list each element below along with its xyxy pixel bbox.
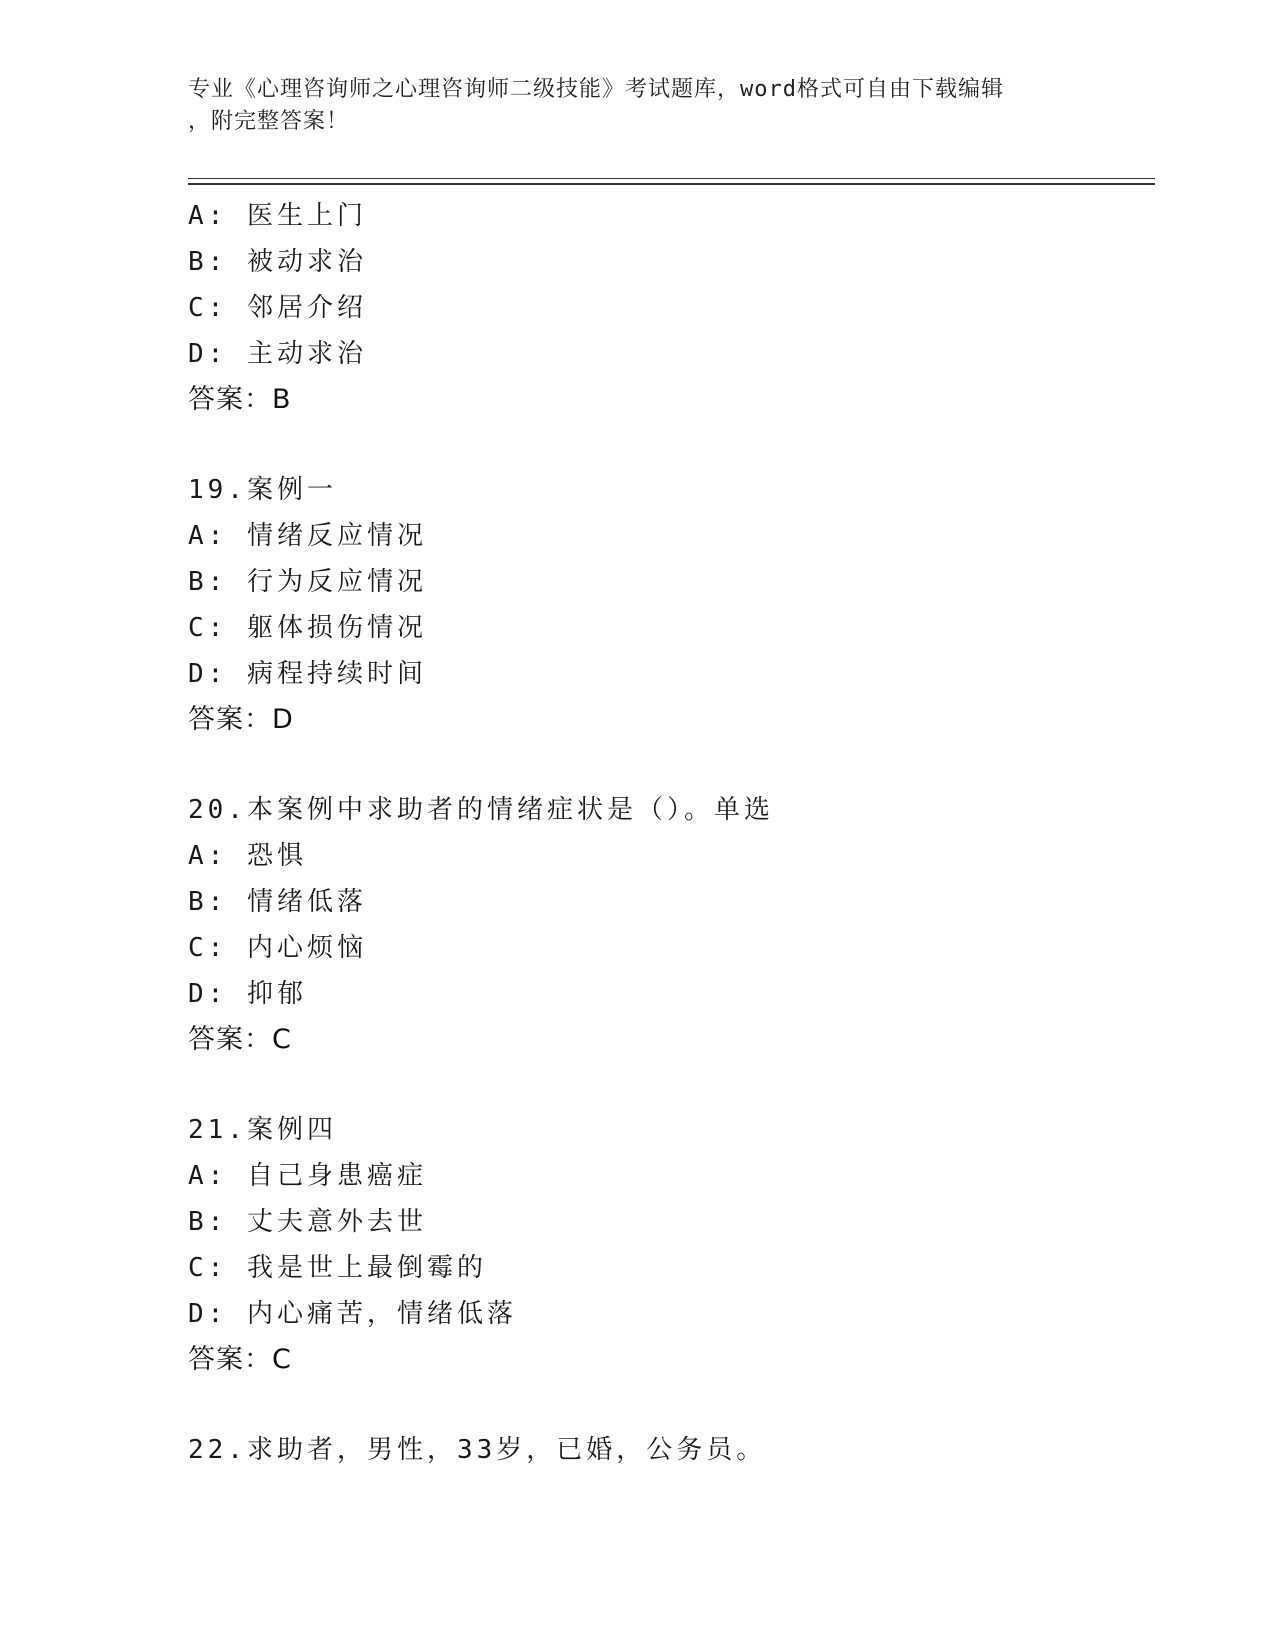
question-block: [188, 1107, 1148, 1383]
option-c: C: 躯体损伤情况: [188, 613, 427, 643]
question-block: [188, 467, 1148, 743]
option-c: C: 邻居介绍: [188, 293, 367, 323]
answer-line: 答案：B: [188, 384, 292, 415]
header-title-line-2: ，附完整答案！: [188, 109, 350, 134]
spacer: [188, 423, 1148, 467]
option-b: B: 情绪低落: [188, 887, 367, 917]
question-block: [188, 787, 1148, 1063]
question-block: [188, 193, 1148, 423]
option-a: A: 恐惧: [188, 841, 307, 871]
spacer: [188, 1063, 1148, 1107]
document-header: [188, 74, 1088, 138]
option-d: D: 内心痛苦，情绪低落: [188, 1299, 517, 1329]
option-c: C: 我是世上最倒霉的: [188, 1253, 487, 1283]
spacer: [188, 743, 1148, 787]
option-b: B: 被动求治: [188, 247, 367, 277]
option-d: D: 病程持续时间: [188, 659, 427, 689]
option-a: A: 情绪反应情况: [188, 521, 427, 551]
question-stem: 21.案例四: [188, 1115, 337, 1145]
header-divider-thick: [188, 183, 1155, 185]
option-a: A: 医生上门: [188, 201, 367, 231]
option-b: B: 行为反应情况: [188, 567, 427, 597]
option-b: B: 丈夫意外去世: [188, 1207, 427, 1237]
option-d: D: 抑郁: [188, 979, 307, 1009]
option-c: C: 内心烦恼: [188, 933, 367, 963]
question-stem: 20.本案例中求助者的情绪症状是（）。单选: [188, 795, 774, 825]
question-block: [188, 1427, 1148, 1473]
header-divider-thin: [188, 178, 1155, 179]
question-stem: 19.案例一: [188, 475, 337, 505]
question-stem: 22.求助者，男性，33岁，已婚，公务员。: [188, 1435, 767, 1465]
header-title-line-1: 专业《心理咨询师之心理咨询师二级技能》考试题库，word格式可自由下载编辑: [188, 77, 1004, 102]
answer-line: 答案：C: [188, 1024, 292, 1055]
option-d: D: 主动求治: [188, 339, 367, 369]
question-list: [188, 193, 1148, 1473]
answer-line: 答案：D: [188, 704, 294, 735]
option-a: A: 自己身患癌症: [188, 1161, 427, 1191]
answer-line: 答案：C: [188, 1344, 292, 1375]
spacer: [188, 1383, 1148, 1427]
